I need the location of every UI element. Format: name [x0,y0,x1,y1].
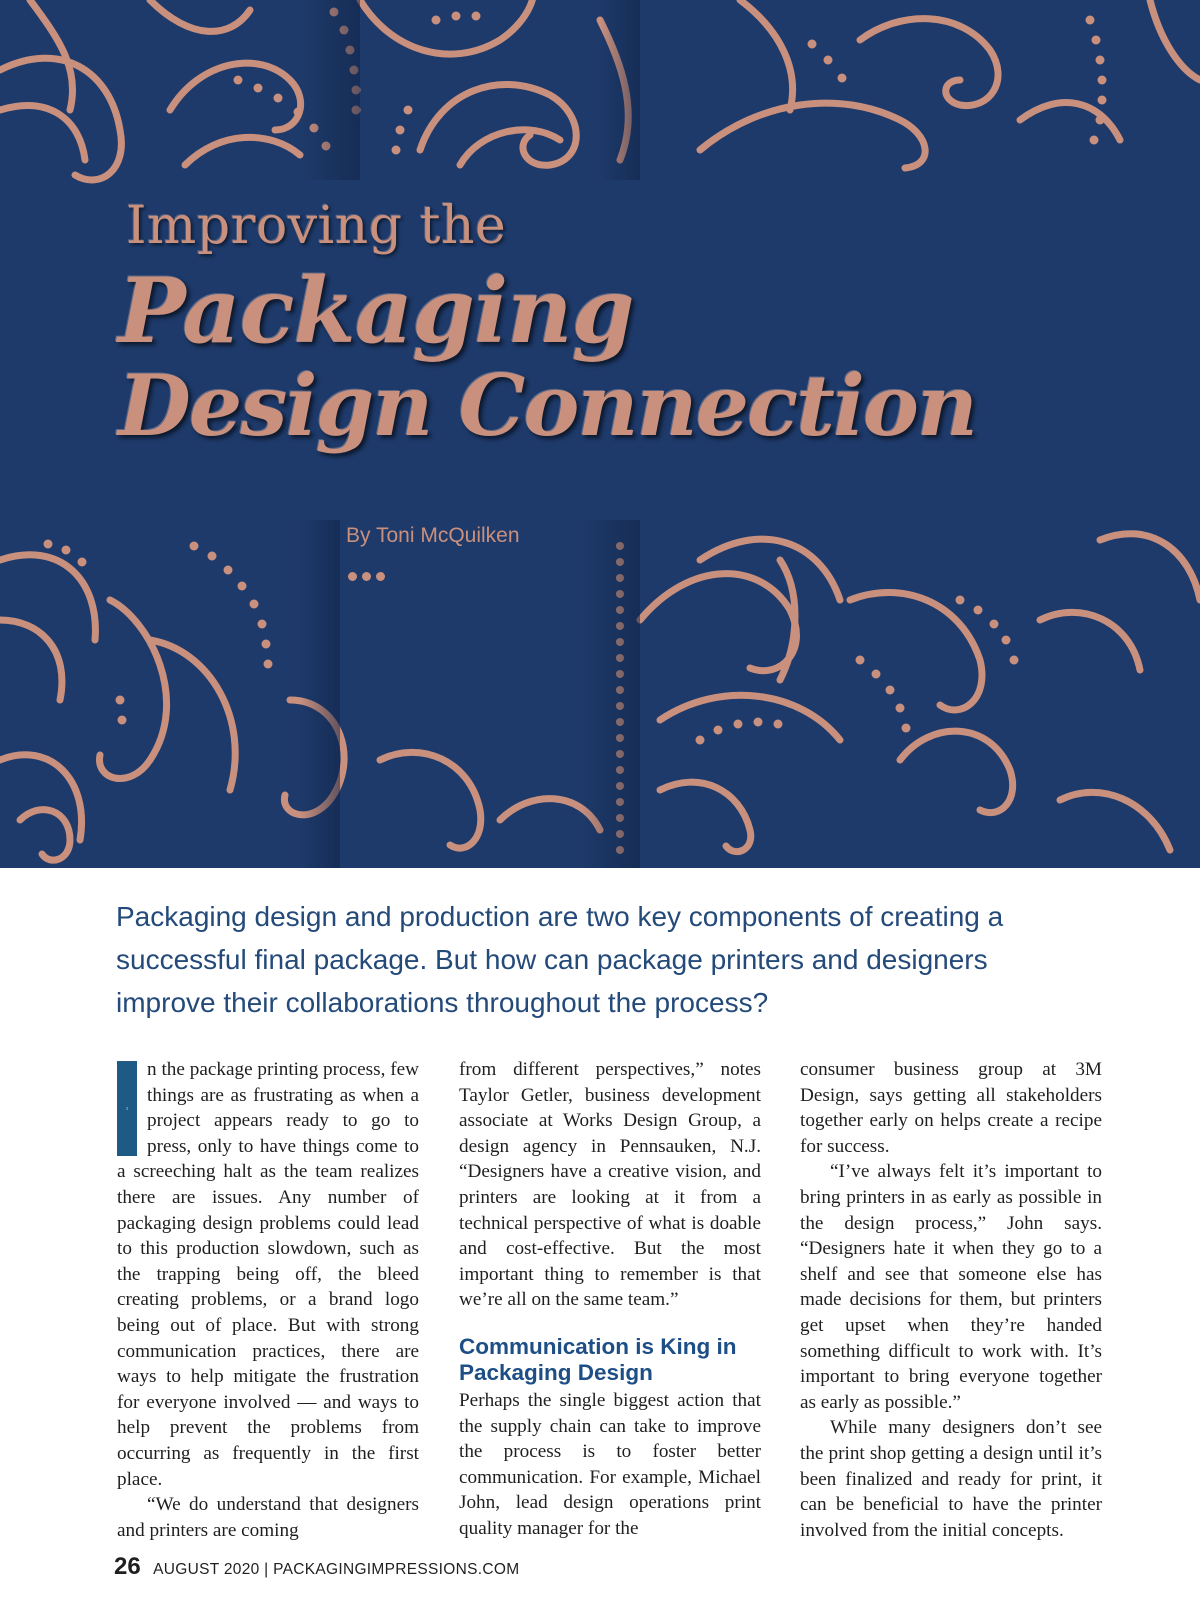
page-number: 26 [114,1553,141,1580]
section-subhead: Communication is King in Packaging Design [459,1333,737,1385]
paragraph: “I’ve always felt it’s important to bring printers in as early as possible in the design process,” John says. “Designers hate it when they go to a shelf and see that someone else has made decisions for them, but printers get upset when they’re handed something difficult to work with. It’s important to bring everyone together as early as possible.” [800,1161,1102,1413]
drop-cap: I [117,1061,137,1156]
byline-ellipsis-dots [348,566,390,578]
paragraph [117,1057,419,1492]
footer-issue-and-site: AUGUST 2020 | PACKAGINGIMPRESSIONS.COM [153,1561,520,1578]
paragraph: consumer business group at 3M Design, says getting all stakeholders together early on helps create a recipe for success. [800,1059,1102,1157]
author-byline: By Toni McQuilken [346,524,520,547]
title-line-improving: Improving the [126,196,507,256]
title-line-design-connection: Design Connection [118,356,976,455]
article-column-1 [117,1057,419,1543]
paragraph-text: n the package printing process, few things are as frustrating as when a project appears ready to go to press, only to have things come to a screeching halt as the team realizes there are issues. Any number of packaging design problems could lead to this production slowdown, such as the trapping being off, the bleed creating problems, or a brand logo being out of place. But with strong communication practices, there are ways to help mitigate the frustration for everyone involved — and ways to help prevent the problems from occurring as frequently in the first place. [117,1059,419,1490]
article-column-2 [459,1057,761,1542]
title-line-packaging: Packaging [118,258,634,364]
article-column-3 [800,1057,1102,1543]
paragraph: Perhaps the single biggest action that the supply chain can take to improve the process is to foster better communication. For example, Michael John, lead design operations print quality manager for the [459,1389,761,1539]
article-deck: Packaging design and production are two key components of creating a successful final package. But how can package printers and designers improve their collaborations throughout the process? [116,901,1004,1018]
page-footer [114,1553,519,1583]
paragraph: “We do understand that designers and printers are coming [117,1494,419,1541]
paragraph: While many designers don’t see the print shop getting a design until it’s been finalized and ready for print, it can be beneficial to have the printer involved from the initial concepts. [800,1417,1102,1541]
paragraph: from different perspectives,” notes Taylor Getler, business development associate at Works Design Group, a design agency in Pennsauken, N.J. “Designers have a creative vision, and printers are looking at it from a technical perspective of what is doable and cost-effective. But the most important thing to remember is that we’re all on the same team.” [459,1059,761,1311]
